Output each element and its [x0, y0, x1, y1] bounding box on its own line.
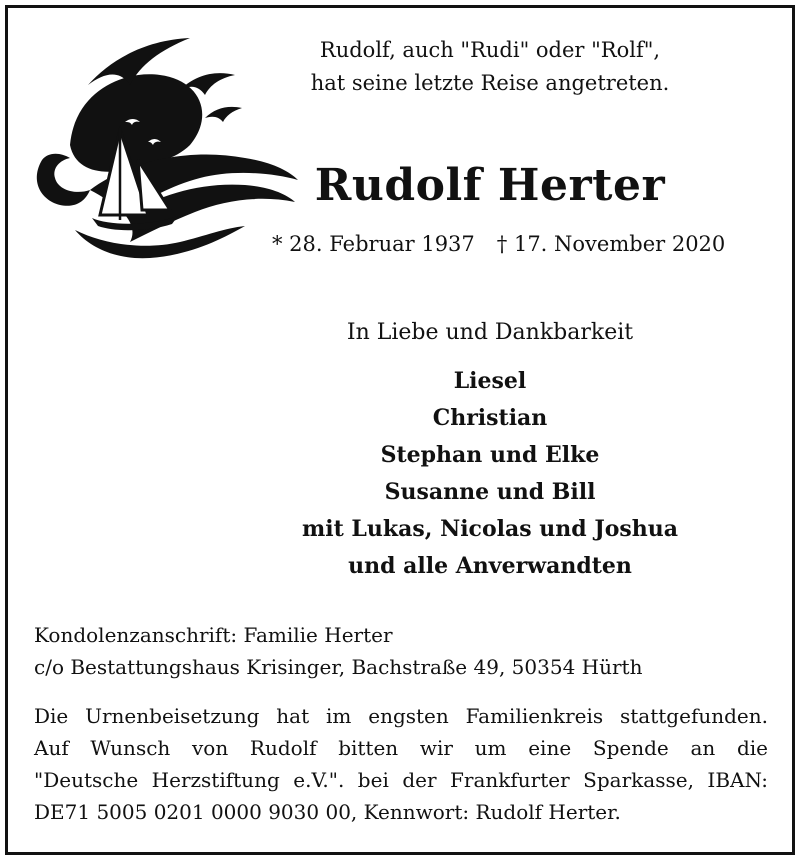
intro-text: [300, 34, 680, 100]
mourner-name: Stephan und Elke: [380, 442, 600, 468]
mourner-name: mit Lukas, Nicolas und Joshua: [301, 516, 679, 542]
condolence-address: [34, 619, 642, 683]
mourners-heading: In Liebe und Dankbarkeit: [346, 320, 634, 345]
life-dates: [272, 232, 725, 256]
intro-line-1: Rudolf, auch "Rudi" oder "Rolf",: [319, 38, 661, 62]
notice-line: Auf Wunsch von Rudolf bitten wir um eine Spende an die: [34, 736, 768, 760]
donation-notice: [34, 700, 768, 828]
notice-line: DE71 5005 0201 0000 9030 00, Kennwort: Rudolf Herter.: [34, 800, 621, 824]
seagull-small: [205, 107, 242, 122]
condolence-line-2: c/o Bestattungshaus Krisinger, Bachstraße 49, 50354 Hürth: [34, 655, 643, 679]
intro-line-2: hat seine letzte Reise angetreten.: [310, 71, 670, 95]
notice-line: Die Urnenbeisetzung hat im engsten Familienkreis stattgefunden.: [34, 704, 768, 728]
deceased-name: Rudolf Herter: [314, 160, 666, 211]
wave-lower: [75, 226, 245, 258]
birth-date: * 28. Februar 1937: [272, 232, 475, 256]
mourner-name: und alle Anverwandten: [348, 553, 632, 579]
mourners-list: [240, 363, 740, 585]
death-date: † 17. November 2020: [496, 232, 726, 256]
mourner-name: Christian: [432, 405, 548, 431]
mourner-name: Liesel: [453, 368, 527, 394]
condolence-line-1: Kondolenzanschrift: Familie Herter: [34, 623, 393, 647]
notice-line: "Deutsche Herzstiftung e.V.". bei der Frankfurter Sparkasse, IBAN:: [34, 768, 768, 792]
mourner-name: Susanne und Bill: [384, 479, 596, 505]
sailboat-sunset-logo: [30, 30, 300, 260]
